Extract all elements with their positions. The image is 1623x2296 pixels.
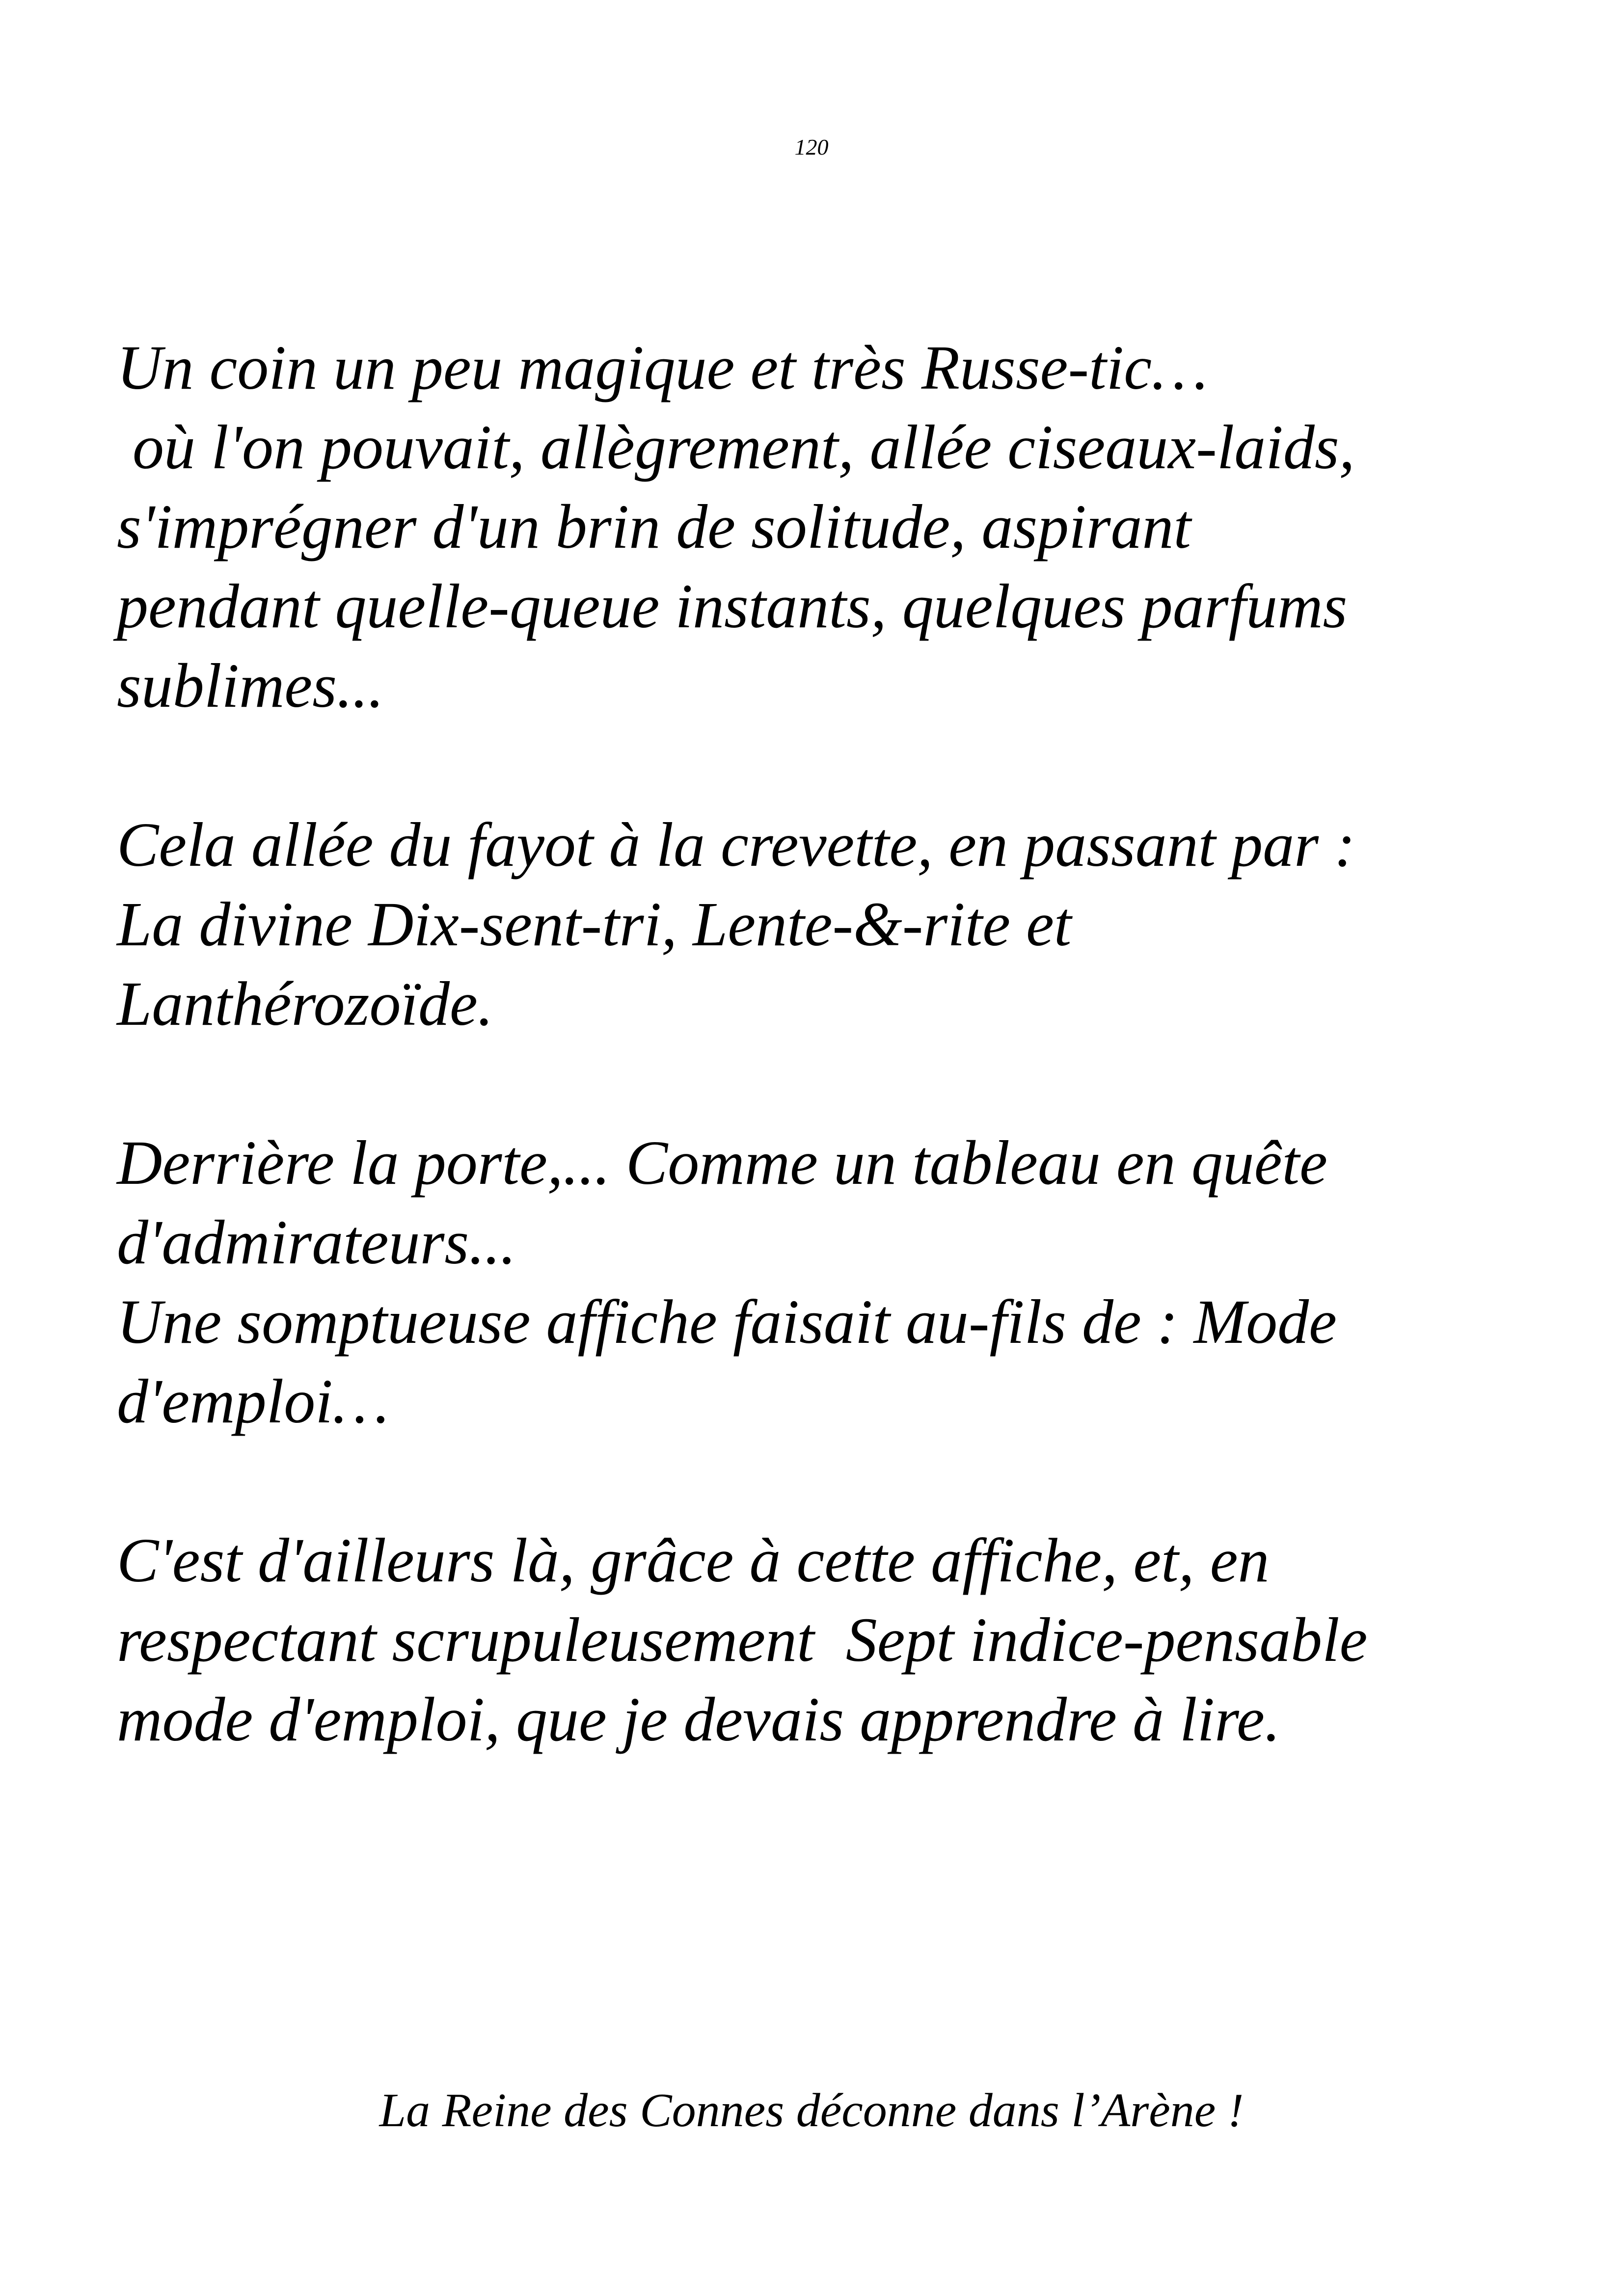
text-line: respectant scrupuleusement Sept indice-pensable: [117, 1605, 1368, 1675]
text-line: pendant quelle-queue instants, quelques parfums: [117, 571, 1348, 641]
blank-line: [117, 1043, 1541, 1123]
text-line: Cela allée du fayot à la crevette, en passant par :: [117, 810, 1355, 880]
body-text: [117, 328, 1541, 1759]
text-line: sublimes...: [117, 651, 384, 721]
text-line: La divine Dix-sent-tri, Lente-&-rite et: [117, 889, 1072, 959]
blank-line: [117, 725, 1541, 805]
text-line: Derrière la porte,... Comme un tableau en quête: [117, 1128, 1327, 1198]
blank-line: [117, 1441, 1541, 1521]
page-number: 120: [794, 134, 829, 160]
text-line: s'imprégner d'un brin de solitude, aspirant: [117, 492, 1191, 561]
text-line: où l'on pouvait, allègrement, allée ciseaux-laids,: [117, 412, 1355, 482]
text-line: d'emploi…: [117, 1366, 389, 1436]
text-line: C'est d'ailleurs là, grâce à cette affiche, et, en: [117, 1525, 1270, 1595]
text-line: Un coin un peu magique et très Russe-tic…: [117, 333, 1208, 402]
text-line: Une somptueuse affiche faisait au-fils de : Mode: [117, 1287, 1337, 1357]
footer-title: La Reine des Connes déconne dans l’Arène !: [379, 2084, 1244, 2137]
text-line: Lanthérozoïde.: [117, 969, 493, 1039]
text-line: mode d'emploi, que je devais apprendre à lire.: [117, 1684, 1280, 1754]
text-line: d'admirateurs...: [117, 1207, 516, 1277]
